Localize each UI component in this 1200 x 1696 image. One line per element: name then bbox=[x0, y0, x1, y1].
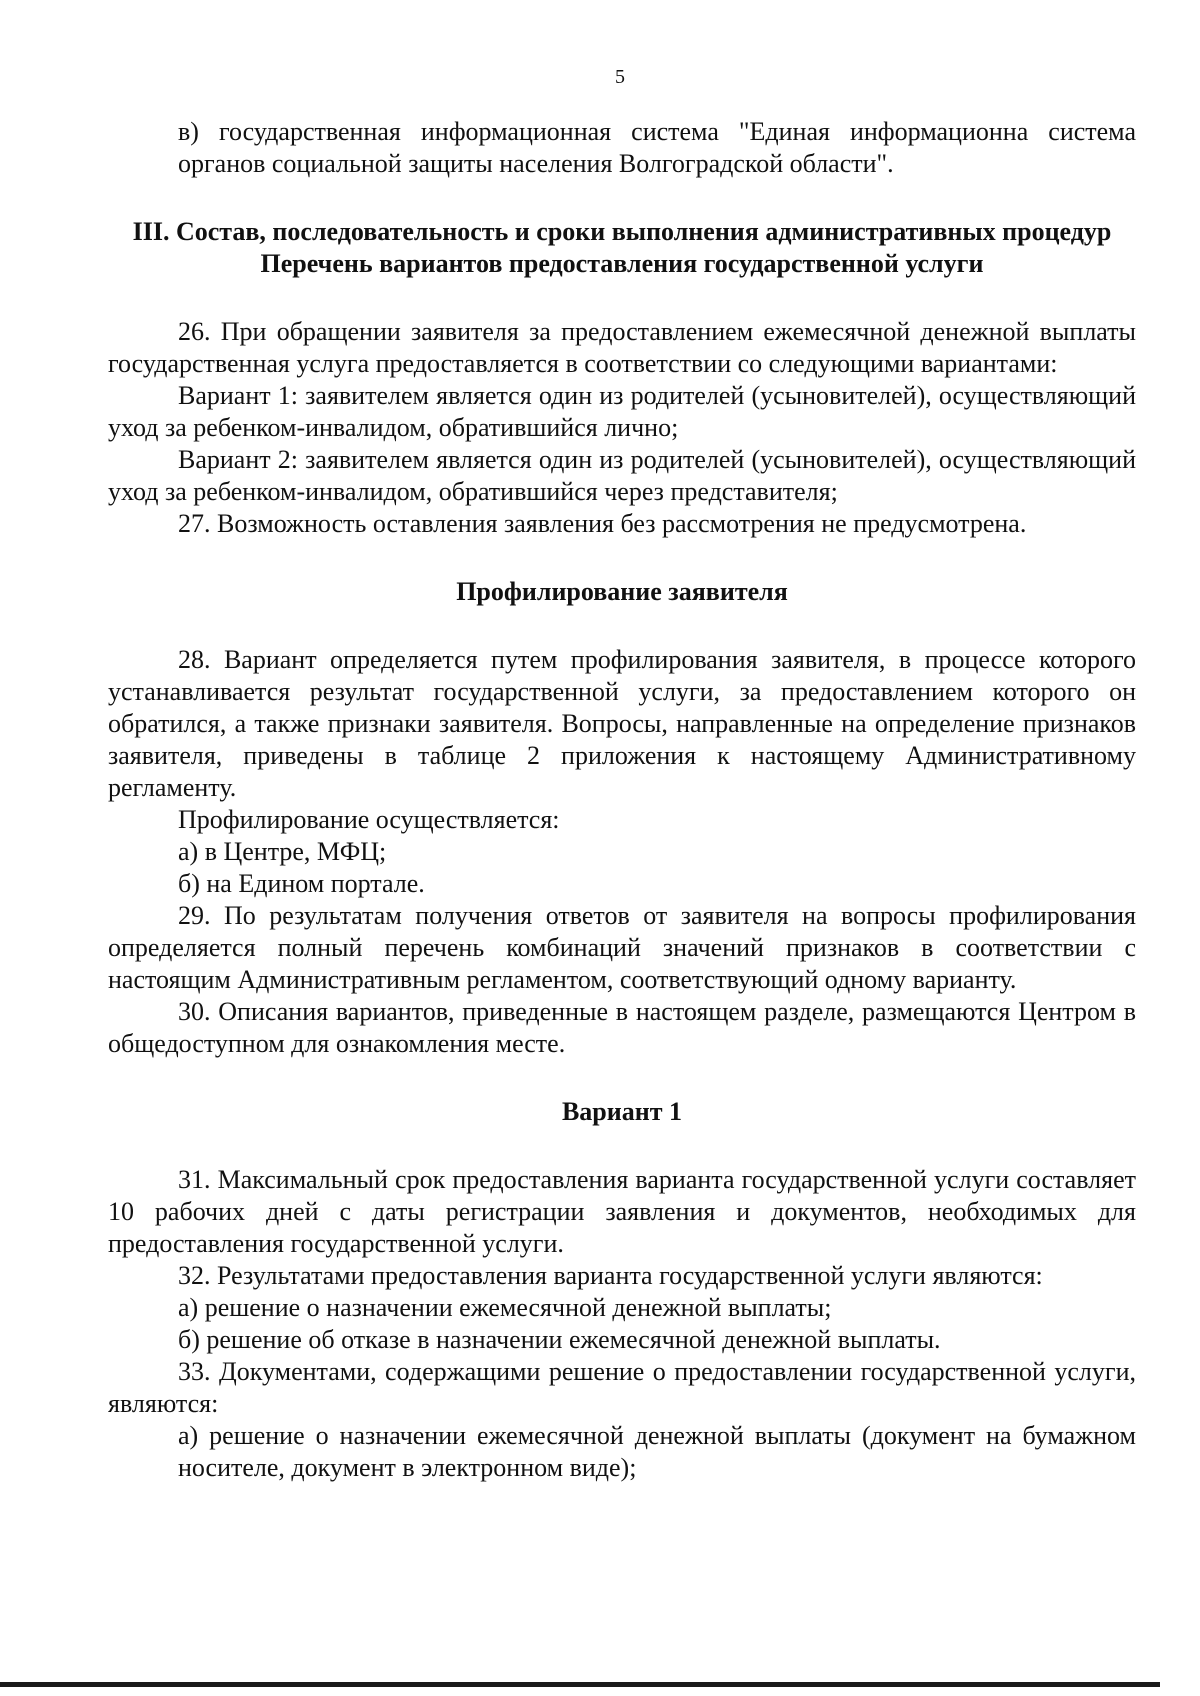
paragraph-28-item-b: б) на Едином портале. bbox=[178, 869, 425, 898]
paragraph-33: 33. Документами, содержащими решение о предоставлении государственной услуги, являются: bbox=[108, 1357, 1136, 1418]
paragraph-32-item-b: б) решение об отказе в назначении ежемесячной денежной выплаты. bbox=[178, 1325, 941, 1354]
paragraph-26-variant-2: Вариант 2: заявителем является один из родителей (усыновителей), осуществляющий уход за ребенком-инвалидом, обратившийся через представителя; bbox=[108, 445, 1136, 506]
paragraph-29: 29. По результатам получения ответов от заявителя на вопросы профилирования определяется полный перечень комбинаций значений признаков в соответствии с настоящим Административным регламентом, соответствующий одному варианту. bbox=[108, 901, 1136, 994]
section-heading-iii: III. Состав, последовательность и сроки выполнения административных процедур bbox=[132, 217, 1112, 246]
section-heading-profiling: Профилирование заявителя bbox=[456, 577, 788, 606]
paragraph-27: 27. Возможность оставления заявления без рассмотрения не предусмотрена. bbox=[178, 509, 1027, 538]
paragraph-31: 31. Максимальный срок предоставления варианта государственной услуги составляет 10 рабочих дней с даты регистрации заявления и документов, необходимых для предоставления государственной услуги. bbox=[108, 1165, 1136, 1258]
paragraph-26: 26. При обращении заявителя за предоставлением ежемесячной денежной выплаты государственная услуга предоставляется в соответствии со следующими вариантами: bbox=[108, 317, 1136, 378]
paragraph-30: 30. Описания вариантов, приведенные в настоящем разделе, размещаются Центром в общедоступном для ознакомления месте. bbox=[108, 997, 1136, 1058]
paragraph-28: 28. Вариант определяется путем профилирования заявителя, в процессе которого устанавливается результат государственной услуги, за предоставлением которого он обратился, а также признаки заявителя. Вопросы, направленные на определение признаков заявителя, приведены в таблице 2 приложения к настоящему Административному регламенту. bbox=[108, 645, 1136, 802]
scan-bottom-edge bbox=[0, 1682, 1160, 1687]
paragraph-intro-v: в) государственная информационная система "Единая информационна система органов социальной защиты населения Волгоградской области". bbox=[178, 117, 1136, 178]
paragraph-33-item-a: а) решение о назначении ежемесячной денежной выплаты (документ на бумажном носителе, документ в электронном виде); bbox=[178, 1421, 1136, 1482]
document-body bbox=[108, 116, 1136, 1484]
section-subheading-variants: Перечень вариантов предоставления государственной услуги bbox=[260, 249, 984, 278]
paragraph-28-item-a: а) в Центре, МФЦ; bbox=[178, 837, 387, 866]
section-heading-variant-1: Вариант 1 bbox=[561, 1097, 683, 1126]
paragraph-26-variant-1: Вариант 1: заявителем является один из родителей (усыновителей), осуществляющий уход за ребенком-инвалидом, обратившийся лично; bbox=[108, 381, 1136, 442]
page-number: 5 bbox=[615, 66, 625, 88]
paragraph-28-intro: Профилирование осуществляется: bbox=[178, 805, 560, 834]
paragraph-32: 32. Результатами предоставления варианта государственной услуги являются: bbox=[178, 1261, 1043, 1290]
paragraph-32-item-a: а) решение о назначении ежемесячной денежной выплаты; bbox=[178, 1293, 832, 1322]
